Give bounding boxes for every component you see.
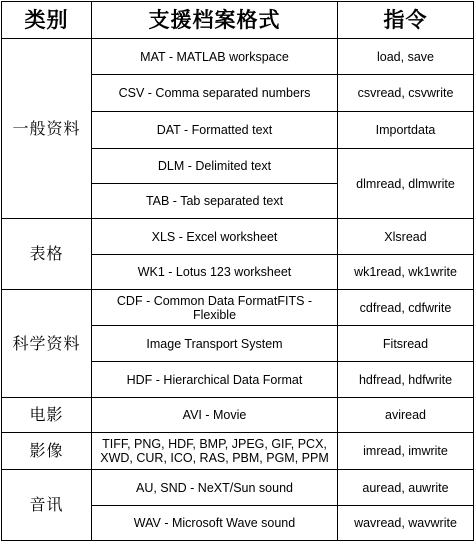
format-cell: HDF - Hierarchical Data Format <box>92 362 338 398</box>
format-cell: TIFF, PNG, HDF, BMP, JPEG, GIF, PCX, XWD, CUR, ICO, RAS, PBM, PGM, PPM <box>92 433 338 470</box>
category-cell-image: 影像 <box>2 433 92 470</box>
table-row <box>2 219 474 255</box>
table-row <box>2 398 474 433</box>
command-cell: dlmread, dlmwrite <box>338 149 474 219</box>
command-cell: Xlsread <box>338 219 474 255</box>
format-cell: WK1 - Lotus 123 worksheet <box>92 255 338 290</box>
format-cell: MAT - MATLAB workspace <box>92 39 338 75</box>
command-cell: wk1read, wk1write <box>338 255 474 290</box>
category-cell-spreadsheet: 表格 <box>2 219 92 290</box>
format-cell: CDF - Common Data FormatFITS - Flexible <box>92 290 338 326</box>
category-cell-movie: 电影 <box>2 398 92 433</box>
table-row <box>2 470 474 506</box>
category-cell-general: 一般资料 <box>2 39 92 219</box>
command-cell: Fitsread <box>338 326 474 362</box>
format-cell: DLM - Delimited text <box>92 149 338 184</box>
category-cell-audio: 音讯 <box>2 470 92 541</box>
format-cell: DAT - Formatted text <box>92 112 338 149</box>
command-cell: Importdata <box>338 112 474 149</box>
format-cell: AVI - Movie <box>92 398 338 433</box>
format-cell: XLS - Excel worksheet <box>92 219 338 255</box>
format-cell: Image Transport System <box>92 326 338 362</box>
format-cell: WAV - Microsoft Wave sound <box>92 506 338 541</box>
table-row <box>2 433 474 470</box>
command-cell: load, save <box>338 39 474 75</box>
format-cell: AU, SND - NeXT/Sun sound <box>92 470 338 506</box>
header-category: 类别 <box>2 2 92 39</box>
header-command: 指令 <box>338 2 474 39</box>
command-cell: hdfread, hdfwrite <box>338 362 474 398</box>
command-cell: csvread, csvwrite <box>338 75 474 112</box>
file-format-table <box>1 1 474 541</box>
command-cell: cdfread, cdfwrite <box>338 290 474 326</box>
table-row <box>2 290 474 326</box>
header-format: 支援档案格式 <box>92 2 338 39</box>
category-cell-scientific: 科学资料 <box>2 290 92 398</box>
command-cell: imread, imwrite <box>338 433 474 470</box>
format-cell: TAB - Tab separated text <box>92 184 338 219</box>
command-cell: auread, auwrite <box>338 470 474 506</box>
command-cell: wavread, wavwrite <box>338 506 474 541</box>
header-row <box>2 2 474 39</box>
table-row <box>2 39 474 75</box>
format-cell: CSV - Comma separated numbers <box>92 75 338 112</box>
command-cell: aviread <box>338 398 474 433</box>
